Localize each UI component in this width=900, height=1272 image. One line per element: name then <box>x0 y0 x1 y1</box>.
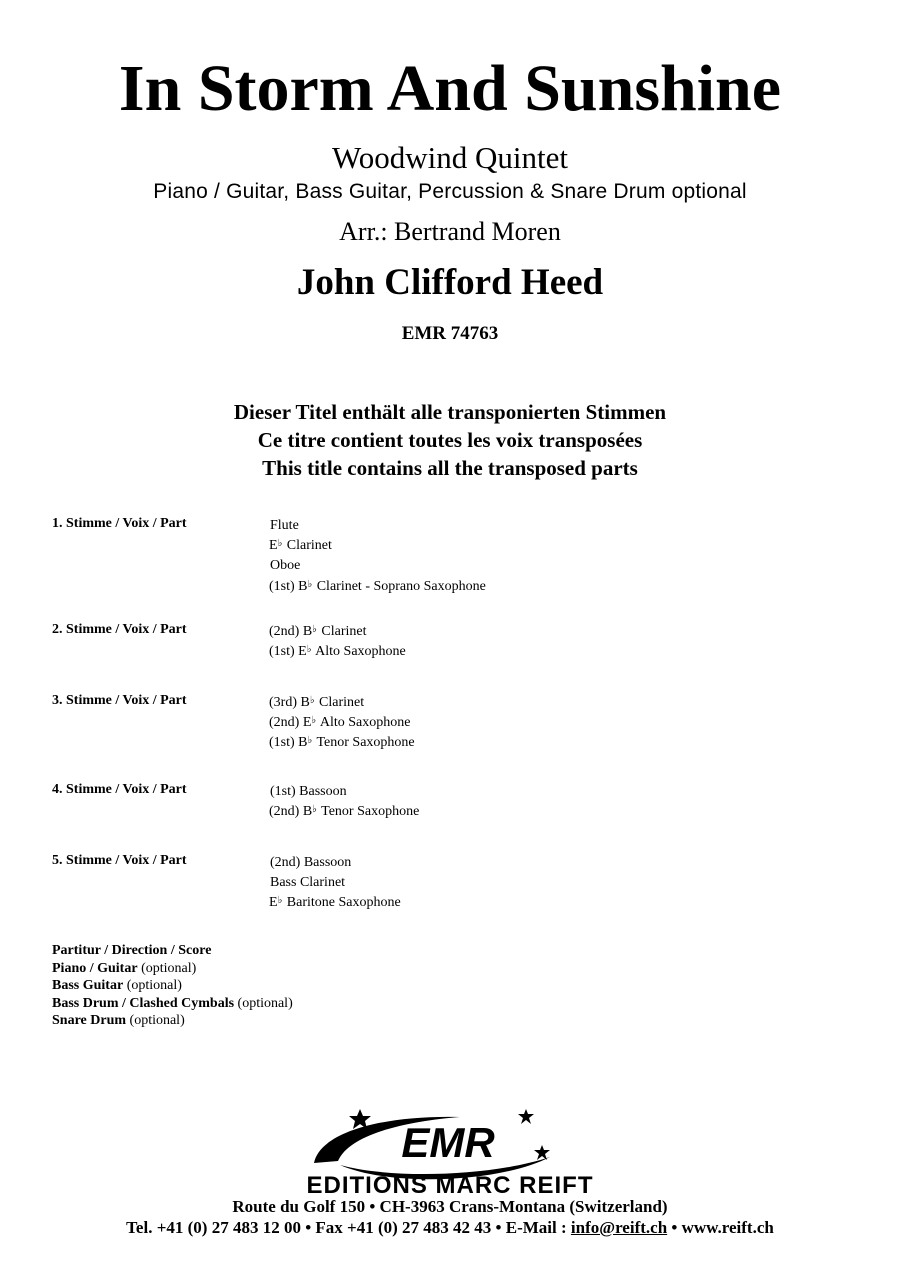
extra-part: Partitur / Direction / Score <box>52 943 212 958</box>
arranger: Arr.: Bertrand Moren <box>339 217 561 246</box>
flat-sign-icon: ♭ <box>307 578 313 590</box>
optional-parts-list <box>52 942 293 1030</box>
part-instruments <box>269 852 401 913</box>
extra-part: Bass Drum / Clashed Cymbals (optional) <box>52 995 293 1011</box>
part-label: 3. Stimme / Voix / Part <box>52 693 187 708</box>
part-label: 1. Stimme / Voix / Part <box>52 516 187 531</box>
instrument-item: (1st) B♭ Tenor Saxophone <box>269 735 415 751</box>
part-group-3 <box>52 692 752 752</box>
instrument-item: (2nd) Bassoon <box>270 855 352 870</box>
email-link[interactable]: info@reift.ch <box>570 1218 668 1237</box>
notice-line-en: This title contains all the transposed parts <box>262 456 638 480</box>
part-instruments <box>269 692 415 753</box>
instrument-item: (2nd) B♭ Clarinet <box>269 624 367 639</box>
part-group-5 <box>52 852 752 912</box>
subtitle: Woodwind Quintet <box>331 140 568 175</box>
instrument-item: E♭ Clarinet <box>269 538 332 554</box>
part-instruments <box>269 781 419 821</box>
instrument-item: Oboe <box>270 558 301 574</box>
catalog-number: EMR 74763 <box>401 323 499 344</box>
part-group-2 <box>52 621 752 661</box>
footer-address: Route du Golf 150 • CH-3963 Crans-Montana (Switzerland) <box>232 1197 668 1216</box>
instrumentation-line: Piano / Guitar, Bass Guitar, Percussion & Snare Drum optional <box>153 180 747 203</box>
part-label: 4. Stimme / Voix / Part <box>52 782 187 797</box>
flat-sign-icon: ♭ <box>277 538 283 550</box>
notice-line-fr: Ce titre contient toutes les voix transposées <box>257 428 643 452</box>
part-group-4 <box>52 781 752 821</box>
instrument-item: (3rd) B♭ Clarinet <box>269 695 365 710</box>
footer-contact: Tel. +41 (0) 27 483 12 00 • Fax +41 (0) 27 483 42 43 • E-Mail : info@reift.ch • www.reift.ch <box>126 1218 774 1237</box>
flat-sign-icon: ♭ <box>312 624 317 635</box>
part-instruments <box>269 515 486 596</box>
instrument-item: Flute <box>270 518 299 533</box>
part-label: 2. Stimme / Voix / Part <box>52 622 187 637</box>
instrument-item: (1st) Bassoon <box>270 784 347 799</box>
part-instruments <box>269 621 406 661</box>
flat-sign-icon: ♭ <box>277 895 283 907</box>
part-label: 5. Stimme / Voix / Part <box>52 853 187 868</box>
extra-part: Piano / Guitar (optional) <box>52 960 197 976</box>
part-group-1 <box>52 515 752 595</box>
instrument-item: Bass Clarinet <box>270 875 346 891</box>
notice-line-de: Dieser Titel enthält alle transponierten Stimmen <box>233 400 667 424</box>
instrument-item: E♭ Baritone Saxophone <box>269 895 401 911</box>
extra-part: Bass Guitar (optional) <box>52 978 182 993</box>
transposition-notice <box>0 398 900 482</box>
flat-sign-icon: ♭ <box>307 735 313 747</box>
flat-sign-icon: ♭ <box>309 695 315 706</box>
flat-sign-icon: ♭ <box>306 644 312 656</box>
instrument-item: (1st) E♭ Alto Saxophone <box>269 644 406 660</box>
instrument-item: (2nd) E♭ Alto Saxophone <box>269 715 411 731</box>
flat-sign-icon: ♭ <box>312 804 317 816</box>
emr-logo <box>300 1105 600 1197</box>
composer: John Clifford Heed <box>296 262 604 303</box>
extra-part: Snare Drum (optional) <box>52 1013 185 1028</box>
instrument-item: (1st) B♭ Clarinet - Soprano Saxophone <box>269 578 486 594</box>
logo-brand: EMR <box>401 1119 495 1166</box>
flat-sign-icon: ♭ <box>311 715 317 727</box>
title: In Storm And Sunshine <box>118 52 782 125</box>
logo-publisher: EDITIONS MARC REIFT <box>306 1172 594 1197</box>
instrument-item: (2nd) B♭ Tenor Saxophone <box>269 804 420 820</box>
